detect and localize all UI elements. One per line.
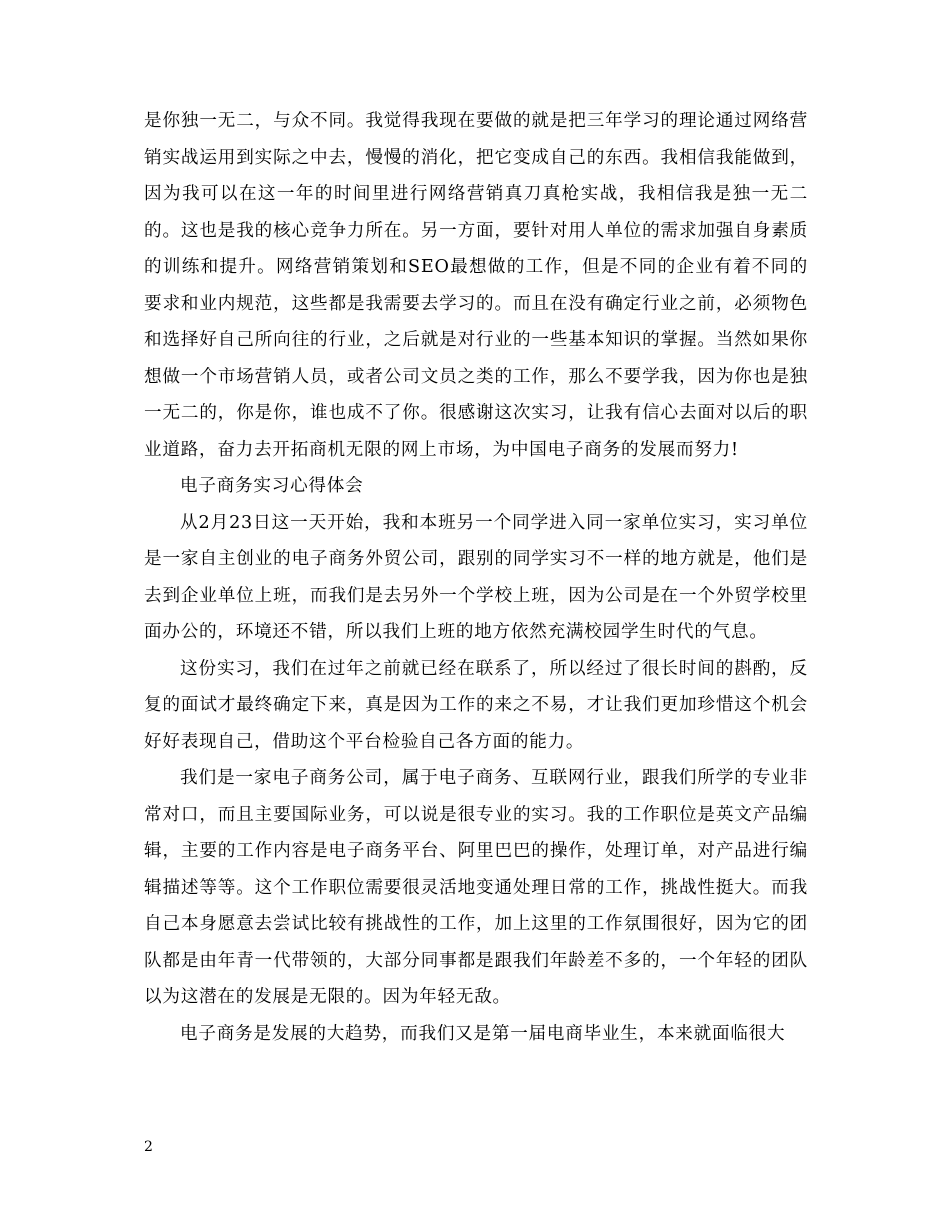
- paragraph-company-role: 我们是一家电子商务公司，属于电子商务、互联网行业，跟我们所学的专业非常对口，而且主要国际业务，可以说是很专业的实习。我的工作职位是英文产品编辑，主要的工作内容是电子商务平台、阿里巴巴的操作，处理订单，对产品进行编辑描述等等。这个工作职位需要很灵活地变通处理日常的工作，挑战性挺大。而我自己本身愿意去尝试比较有挑战性的工作，加上这里的工作氛围很好，因为它的团队都是由年青一代带领的，大部分同事都是跟我们年龄差不多的，一个年轻的团队以为这潜在的发展是无限的。因为年轻无敌。: [144, 768, 808, 1007]
- paragraph-start-date: 从2月23日这一天开始，我和本班另一个同学进入同一家单位实习，实习单位是一家自主创业的电子商务外贸公司，跟别的同学实习不一样的地方就是，他们是去到企业单位上班，而我们是去另外一个学校上班，因为公司是在一个外贸学校里面办公的，环境还不错，所以我们上班的地方依然充满校园学生时代的气息。: [144, 512, 808, 642]
- paragraph-continuation: 是你独一无二，与众不同。我觉得我现在要做的就是把三年学习的理论通过网络营销实战运用到实际之中去，慢慢的消化，把它变成自己的东西。我相信我能做到，因为我可以在这一年的时间里进行网络营销真刀真枪实战，我相信我是独一无二的。这也是我的核心竞争力所在。另一方面，要针对用人单位的需求加强自身素质的训练和提升。网络营销策划和SEO最想做的工作，但是不同的企业有着不同的要求和业内规范，这些都是我需要去学习的。而且在没有确定行业之前，必须物色和选择好自己所向往的行业，之后就是对行业的一些基本知识的掌握。当然如果你想做一个市场营销人员，或者公司文员之类的工作，那么不要学我，因为你也是独一无二的，你是你，谁也成不了你。很感谢这次实习，让我有信心去面对以后的职业道路，奋力去开拓商机无限的网上市场，为中国电子商务的发展而努力!: [144, 111, 808, 460]
- document-body: [144, 103, 808, 1052]
- paragraph-internship-contact: 这份实习，我们在过年之前就已经在联系了，所以经过了很长时间的斟酌，反复的面试才最终确定下来，真是因为工作的来之不易，才让我们更加珍惜这个机会好好表现自己，借助这个平台检验自己各方面的能力。: [144, 658, 808, 752]
- paragraph-ecommerce-trend: 电子商务是发展的大趋势，而我们又是第一届电商毕业生，本来就面临很大: [180, 1023, 786, 1044]
- section-heading: 电子商务实习心得体会: [180, 476, 364, 496]
- page-number: 2: [144, 1139, 153, 1155]
